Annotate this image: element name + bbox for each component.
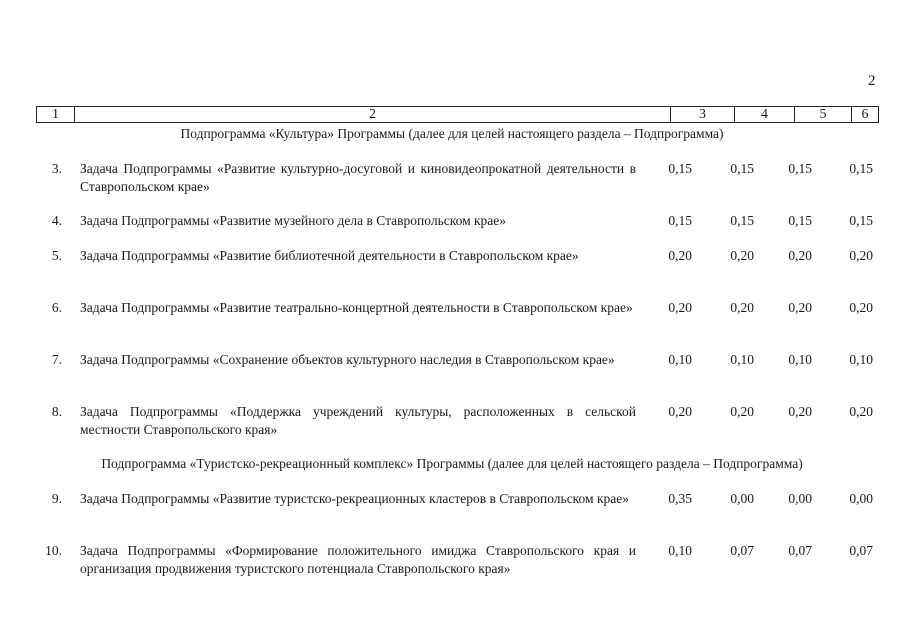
task-text: Задача Подпрограммы «Развитие культурно-досуговой и киновидеопрокатной деятельности в Ставропольском крае» [80, 161, 636, 194]
task-text: Задача Подпрограммы «Формирование положительного имиджа Ставропольского края и организация продвижения туристского потенциала Ставропольского края» [80, 543, 636, 576]
task-text: Задача Подпрограммы «Сохранение объектов культурного наследия в Ставропольском крае» [80, 352, 615, 367]
value-col-6: 0,20 [849, 404, 873, 419]
value-col-4: 0,15 [730, 213, 754, 228]
header-col-4: 4 [735, 107, 795, 122]
value-col-3: 0,20 [668, 300, 692, 315]
value-col-5: 0,20 [788, 300, 812, 315]
task-number: 10. [45, 543, 62, 558]
task-number: 6. [51, 300, 62, 315]
header-col-3: 3 [671, 107, 735, 122]
value-col-5: 0,15 [788, 213, 812, 228]
value-col-4: 0,00 [730, 491, 754, 506]
header-col-6: 6 [861, 107, 869, 122]
value-col-5: 0,10 [788, 352, 812, 367]
task-text: Задача Подпрограммы «Развитие библиотечной деятельности в Ставропольском крае» [80, 248, 579, 263]
value-col-6: 0,07 [849, 543, 873, 558]
task-number: 4. [51, 213, 62, 228]
value-col-5: 0,20 [788, 404, 812, 419]
header-col-5: 5 [795, 107, 852, 122]
value-col-4: 0,20 [730, 248, 754, 263]
value-col-4: 0,07 [730, 543, 754, 558]
value-col-6: 0,20 [849, 300, 873, 315]
task-text: Задача Подпрограммы «Развитие театрально-концертной деятельности в Ставропольском крае» [80, 300, 633, 315]
task-number: 5. [51, 248, 62, 263]
table-header-row [36, 106, 879, 123]
header-col-2: 2 [75, 107, 671, 122]
value-col-3: 0,35 [668, 491, 692, 506]
value-col-5: 0,00 [788, 491, 812, 506]
task-text: Задача Подпрограммы «Поддержка учреждений культуры, расположенных в сельской местности Ставропольского края» [80, 404, 636, 437]
section-title-tourism: Подпрограмма «Туристско-рекреационный комплекс» Программы (далее для целей настоящего раздела – Подпрограмма) [101, 456, 803, 471]
value-col-5: 0,15 [788, 161, 812, 176]
task-number: 3. [51, 161, 62, 176]
value-col-3: 0,15 [668, 161, 692, 176]
task-text: Задача Подпрограммы «Развитие музейного дела в Ставропольском крае» [80, 213, 507, 228]
value-col-4: 0,15 [730, 161, 754, 176]
value-col-4: 0,20 [730, 404, 754, 419]
task-number: 9. [51, 491, 62, 506]
header-col-1: 1 [37, 107, 75, 122]
value-col-6: 0,15 [849, 213, 873, 228]
value-col-3: 0,20 [668, 404, 692, 419]
value-col-5: 0,20 [788, 248, 812, 263]
value-col-6: 0,15 [849, 161, 873, 176]
value-col-6: 0,20 [849, 248, 873, 263]
task-text: Задача Подпрограммы «Развитие туристско-рекреационных кластеров в Ставропольском крае» [80, 491, 630, 506]
value-col-3: 0,15 [668, 213, 692, 228]
page-number: 2 [868, 73, 876, 89]
section-title-culture: Подпрограмма «Культура» Программы (далее для целей настоящего раздела – Подпрограмма) [180, 126, 724, 141]
task-number: 8. [51, 404, 62, 419]
value-col-3: 0,10 [668, 352, 692, 367]
task-number: 7. [51, 352, 62, 367]
value-col-4: 0,20 [730, 300, 754, 315]
value-col-3: 0,10 [668, 543, 692, 558]
value-col-4: 0,10 [730, 352, 754, 367]
value-col-5: 0,07 [788, 543, 812, 558]
value-col-6: 0,10 [849, 352, 873, 367]
value-col-6: 0,00 [849, 491, 873, 506]
value-col-3: 0,20 [668, 248, 692, 263]
